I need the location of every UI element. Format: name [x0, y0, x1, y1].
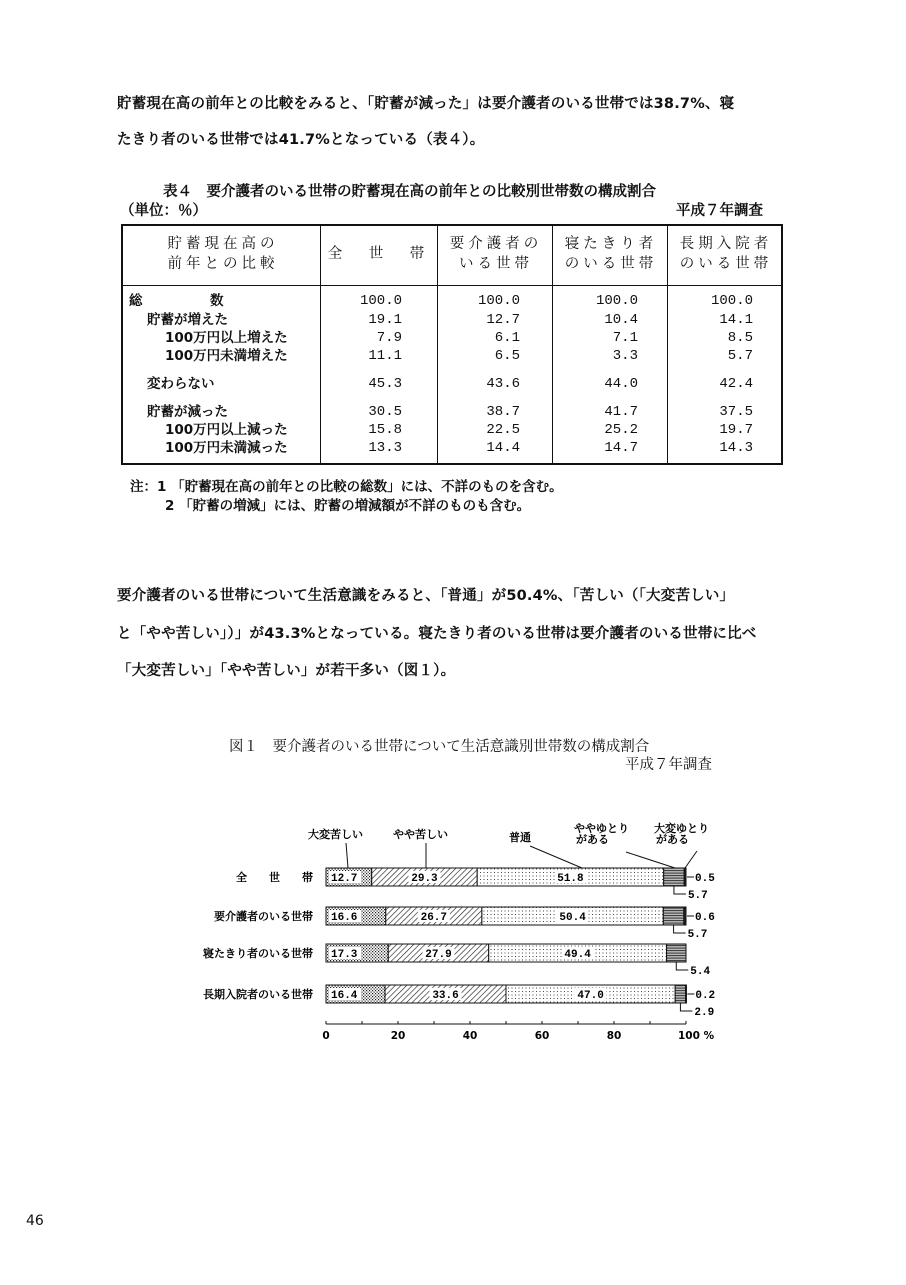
- category-label: 長期入院者のいる世帯: [203, 988, 313, 1001]
- table-note-1: 注：1 「貯蓄現在高の前年との比較の総数」には、不詳のものを含む。: [130, 479, 563, 495]
- table-survey-year: 平成７年調査: [676, 203, 763, 219]
- x-tick-label: 60: [534, 1030, 550, 1042]
- legend-leader-line: [346, 843, 348, 868]
- table-cell: 7.9: [376, 330, 402, 346]
- header-line: いる世帯: [459, 256, 533, 272]
- row-label: 100万円以上減った: [165, 422, 288, 438]
- header-line: 貯蓄現在高の: [167, 236, 279, 252]
- table-cell: 22.5: [486, 422, 520, 438]
- callout-line: [680, 1003, 692, 1011]
- table-cell: 6.1: [494, 330, 520, 346]
- table-cell: 6.5: [494, 348, 520, 364]
- bar-segment-5: [686, 985, 687, 1003]
- category-label: 要介護者のいる世帯: [214, 910, 313, 923]
- row-label: 100万円未満減った: [165, 440, 288, 456]
- table-cell: 43.6: [486, 376, 520, 392]
- paragraph2-line3: 「大変苦しい」「やや苦しい」が若干多い（図１）。: [117, 663, 456, 679]
- table-cell: 13.3: [368, 440, 402, 456]
- table-cell: 11.1: [368, 348, 402, 364]
- paragraph1-line1: 貯蓄現在高の前年との比較をみると、「貯蓄が減った」は要介護者のいる世帯では38.7%、寝: [117, 96, 735, 112]
- legend-leader-line: [685, 851, 697, 868]
- bar-segment-4: [667, 944, 686, 962]
- header-line: 長期入院者: [679, 236, 773, 252]
- segment-value-label: 51.8: [557, 873, 584, 885]
- legend-leader-line: [626, 852, 675, 868]
- table-cell: 44.0: [604, 376, 638, 392]
- table-cell: 30.5: [368, 404, 402, 420]
- legend-label: 大変ゆとり: [654, 822, 709, 835]
- segment-value-label: 49.4: [564, 949, 591, 961]
- header-line: 寝たきり者: [564, 236, 658, 252]
- row-label: 変わらない: [147, 376, 215, 392]
- segment-value-label: 27.9: [425, 949, 452, 961]
- bar-segment-4: [663, 907, 684, 925]
- table-cell: 45.3: [368, 376, 402, 392]
- table-cell: 14.3: [719, 440, 753, 456]
- legend-label: がある: [576, 833, 609, 846]
- legend-label: やや苦しい: [393, 828, 448, 841]
- segment-value-label: 17.3: [331, 949, 358, 961]
- table-cell: 3.3: [612, 348, 638, 364]
- segment-value-label: 33.6: [432, 990, 459, 1002]
- table-cell: 14.4: [486, 440, 520, 456]
- table-title: 表４ 要介護者のいる世帯の貯蓄現在高の前年との比較別世帯数の構成割合: [163, 184, 656, 200]
- table-cell: 8.5: [727, 330, 753, 346]
- x-tick-label: 0: [322, 1030, 330, 1042]
- segment-value-label: 26.7: [420, 912, 448, 924]
- table-cell: 100.0: [477, 293, 520, 309]
- page-number: 46: [26, 1213, 44, 1229]
- figure-survey-year: 平成７年調査: [625, 757, 712, 773]
- table-cell: 38.7: [486, 404, 520, 420]
- table-cell: 12.7: [486, 312, 520, 328]
- callout-line: [674, 886, 686, 894]
- segment-value-label: 29.3: [411, 873, 438, 885]
- table-cell: 100.0: [710, 293, 753, 309]
- table-cell: 100.0: [359, 293, 402, 309]
- table-cell: 14.1: [719, 312, 753, 328]
- table-unit: （単位：％）: [120, 203, 207, 219]
- bar-segment-5: [684, 868, 686, 886]
- table-cell: 15.8: [368, 422, 402, 438]
- table-cell: 14.7: [604, 440, 638, 456]
- callout-value-label: 2.9: [694, 1007, 715, 1019]
- legend-label: 普通: [509, 831, 531, 844]
- row-label: 貯蓄が減った: [147, 404, 228, 420]
- header-line: 要介護者の: [449, 236, 543, 252]
- callout-value-label: 5.4: [690, 966, 711, 978]
- paragraph2-line2: と「やや苦しい」）」が43.3%となっている。寝たきり者のいる世帯は要介護者のいる世帯に比べ: [117, 626, 757, 642]
- callout-value-label: 0.2: [695, 990, 716, 1002]
- category-label: 寝たきり者のいる世帯: [203, 947, 313, 960]
- paragraph2-line1: 要介護者のいる世帯について生活意識をみると、「普通」が50.4%、「苦しい（「大変苦しい」: [117, 588, 735, 604]
- x-tick-label: 80: [606, 1030, 622, 1042]
- x-tick-label: 100 %: [678, 1030, 715, 1042]
- table-cell: 42.4: [719, 376, 753, 392]
- segment-value-label: 16.6: [331, 912, 358, 924]
- row-label: 貯蓄が増えた: [147, 312, 228, 328]
- header-line: のいる世帯: [564, 256, 658, 272]
- callout-value-label: 0.6: [695, 912, 715, 924]
- x-tick-label: 20: [390, 1030, 406, 1042]
- table-cell: 5.7: [727, 348, 753, 364]
- table-note-2: 2 「貯蓄の増減」には、貯蓄の増減額が不詳のものも含む。: [165, 498, 531, 514]
- x-tick-label: 40: [462, 1030, 478, 1042]
- table-cell: 25.2: [604, 422, 638, 438]
- row-label: 総 数: [129, 293, 224, 309]
- category-label: 全 世 帯: [236, 871, 313, 884]
- segment-value-label: 50.4: [559, 912, 586, 924]
- bar-segment-5: [684, 907, 686, 925]
- table-cell: 10.4: [604, 312, 638, 328]
- callout-line: [674, 925, 686, 933]
- header-line: のいる世帯: [679, 256, 773, 272]
- callout-value-label: 5.7: [687, 890, 708, 902]
- table-cell: 37.5: [719, 404, 753, 420]
- table-cell: 19.1: [368, 312, 402, 328]
- table-cell: 41.7: [604, 404, 638, 420]
- table-cell: 100.0: [595, 293, 638, 309]
- paragraph1-line2: たきり者のいる世帯では41.7%となっている（表４）。: [117, 132, 485, 148]
- bar-segment-4: [675, 985, 685, 1003]
- table-cell: 7.1: [612, 330, 638, 346]
- bar-segment-4: [664, 868, 685, 886]
- legend-label: ややゆとり: [574, 822, 629, 835]
- segment-value-label: 12.7: [331, 873, 358, 885]
- callout-line: [676, 962, 688, 970]
- row-label: 100万円以上増えた: [165, 330, 288, 346]
- header-line: 前年との比較: [167, 256, 279, 272]
- segment-value-label: 16.4: [331, 990, 358, 1002]
- row-label: 100万円未満増えた: [165, 348, 288, 364]
- legend-label: がある: [656, 833, 689, 846]
- figure-title: 図１ 要介護者のいる世帯について生活意識別世帯数の構成割合: [229, 739, 650, 755]
- header-line: 全 世 帯: [327, 246, 431, 262]
- legend-leader-line: [530, 846, 582, 868]
- table-cell: 19.7: [719, 422, 753, 438]
- segment-value-label: 47.0: [577, 990, 604, 1002]
- legend-label: 大変苦しい: [308, 828, 363, 841]
- callout-value-label: 0.5: [695, 873, 715, 885]
- callout-value-label: 5.7: [687, 929, 708, 941]
